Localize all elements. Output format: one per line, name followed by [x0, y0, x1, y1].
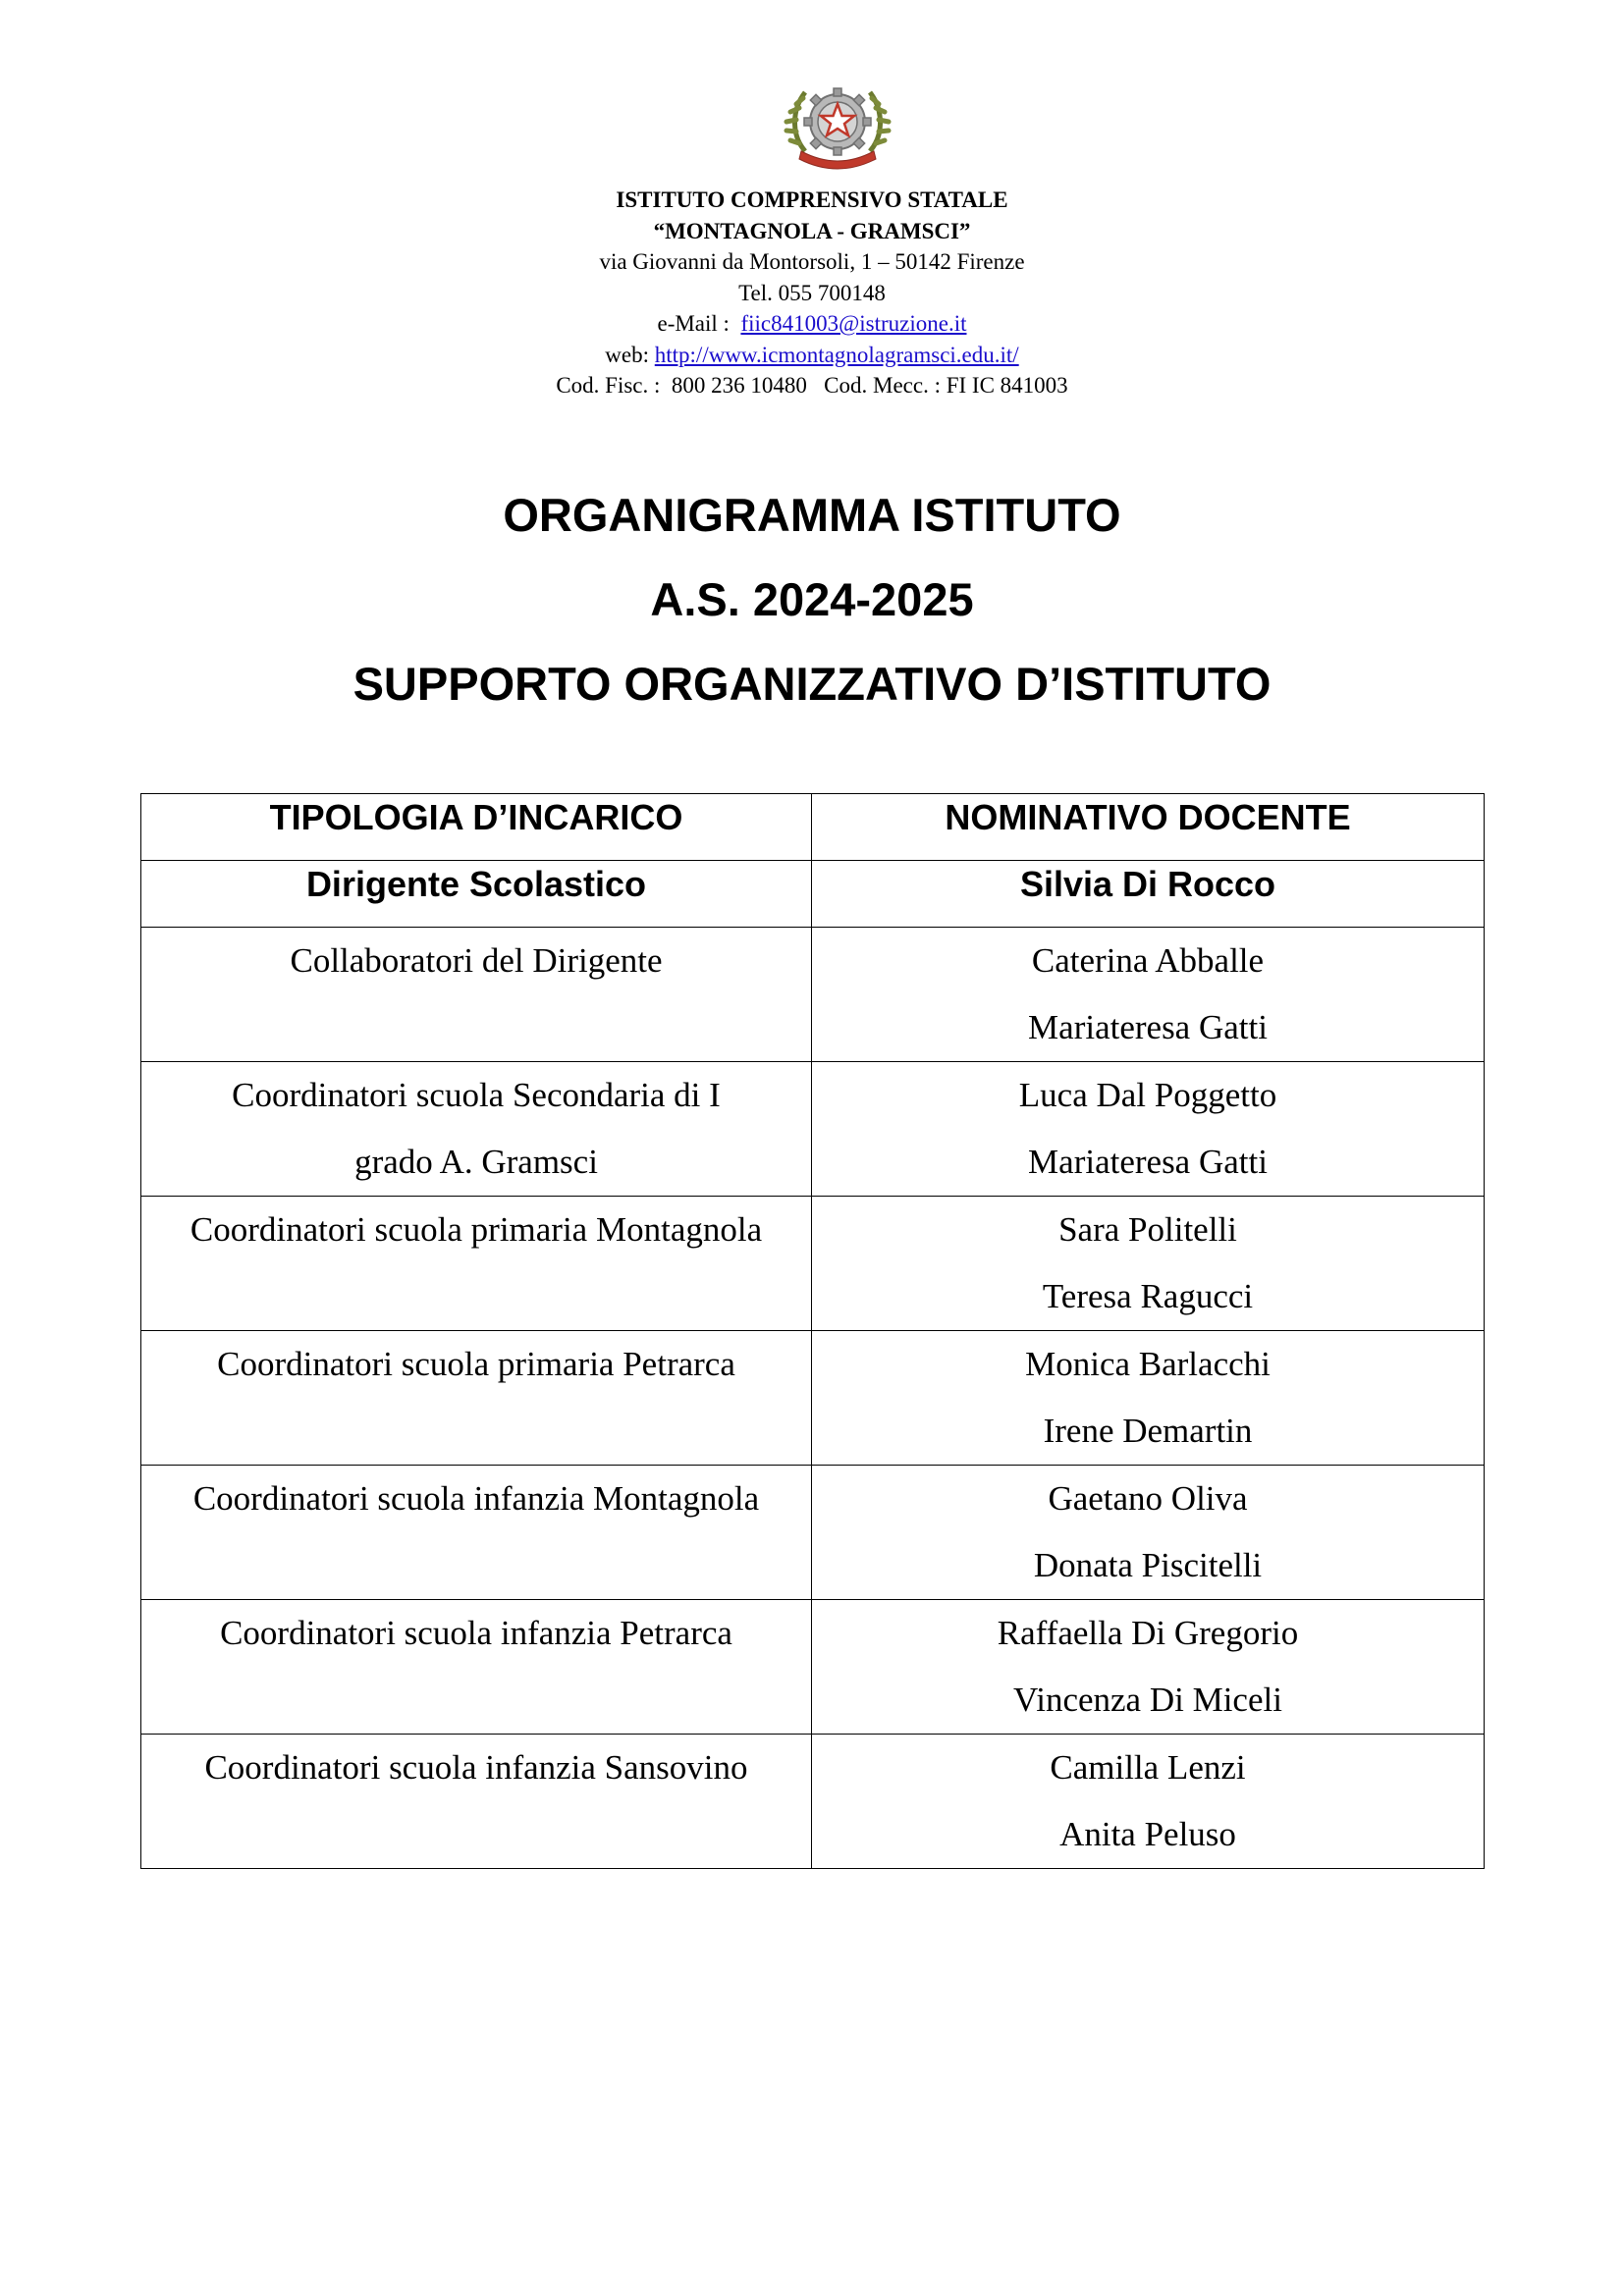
- teacher-name: Irene Demartin: [1043, 1412, 1253, 1450]
- school-codes: Cod. Fisc. : 800 236 10480 Cod. Mecc. : FI IC 841003: [556, 373, 1068, 398]
- teacher-name: Mariateresa Gatti: [1028, 1008, 1268, 1046]
- name-cell: [812, 1600, 1485, 1735]
- role-line: Coordinatori scuola infanzia Montagnola: [192, 1479, 760, 1518]
- table-row: [141, 1735, 1485, 1869]
- name-cell: [812, 1735, 1485, 1869]
- role-cell: [141, 1062, 812, 1197]
- table-row-dirigente: [141, 861, 1485, 928]
- name-cell: [812, 1466, 1485, 1600]
- role-line: Coordinatori scuola primaria Montagnola: [189, 1210, 763, 1249]
- organigramma-table: [140, 793, 1485, 1869]
- name-cell: [812, 1062, 1485, 1197]
- teacher-name: Gaetano Oliva: [1048, 1479, 1248, 1518]
- name-cell: [812, 1197, 1485, 1331]
- table-row: [141, 1600, 1485, 1735]
- role-cell: [141, 1600, 812, 1735]
- school-email-line: [0, 308, 1624, 340]
- role-line: Coordinatori scuola infanzia Petrarca: [220, 1614, 732, 1652]
- document-titles: [0, 483, 1624, 736]
- teacher-name: Raffaella Di Gregorio: [997, 1614, 1299, 1652]
- table-row: [141, 1331, 1485, 1466]
- table-header-row: [141, 794, 1485, 861]
- role-line: grado A. Gramsci: [354, 1143, 598, 1181]
- role-line: Coordinatori scuola infanzia Sansovino: [204, 1748, 748, 1787]
- table-row: [141, 928, 1485, 1062]
- teacher-name: Caterina Abballe: [1031, 941, 1265, 980]
- website-link[interactable]: http://www.icmontagnolagramsci.edu.it/: [654, 342, 1019, 367]
- column-header-role: TIPOLOGIA D’INCARICO: [141, 794, 812, 861]
- teacher-name: Teresa Ragucci: [1042, 1277, 1254, 1315]
- role-cell: [141, 1197, 812, 1331]
- school-name: “MONTAGNOLA - GRAMSCI”: [653, 218, 971, 243]
- role-cell: Dirigente Scolastico: [141, 861, 812, 928]
- column-header-name: NOMINATIVO DOCENTE: [812, 794, 1485, 861]
- teacher-name: Luca Dal Poggetto: [1018, 1076, 1277, 1114]
- email-link[interactable]: fiic841003@istruzione.it: [740, 311, 967, 336]
- teacher-name: Camilla Lenzi: [1050, 1748, 1246, 1787]
- name-cell: Silvia Di Rocco: [812, 861, 1485, 928]
- repubblica-italiana-emblem-icon: [784, 75, 892, 173]
- role-cell: [141, 1735, 812, 1869]
- table-row: [141, 1062, 1485, 1197]
- school-address: via Giovanni da Montorsoli, 1 – 50142 Firenze: [599, 249, 1025, 274]
- table-row: [141, 1197, 1485, 1331]
- teacher-name: Donata Piscitelli: [1033, 1546, 1263, 1584]
- web-label: web:: [605, 342, 650, 367]
- school-type: ISTITUTO COMPRENSIVO STATALE: [616, 187, 1008, 212]
- school-phone: Tel. 055 700148: [738, 280, 886, 305]
- title-organigramma: ORGANIGRAMMA ISTITUTO: [503, 489, 1121, 541]
- email-label: e-Mail :: [657, 311, 730, 336]
- teacher-name: Mariateresa Gatti: [1028, 1143, 1268, 1181]
- title-supporto: SUPPORTO ORGANIZZATIVO D’ISTITUTO: [352, 658, 1272, 710]
- role-line: Coordinatori scuola Secondaria di I: [232, 1076, 721, 1114]
- school-web-line: [0, 340, 1624, 371]
- role-cell: [141, 1331, 812, 1466]
- role-line: Collaboratori del Dirigente: [290, 941, 663, 980]
- name-cell: [812, 928, 1485, 1062]
- school-header: [0, 185, 1624, 401]
- role-line: Coordinatori scuola primaria Petrarca: [217, 1345, 735, 1383]
- title-school-year: A.S. 2024-2025: [650, 573, 974, 625]
- table-row: [141, 1466, 1485, 1600]
- role-cell: [141, 1466, 812, 1600]
- role-cell: [141, 928, 812, 1062]
- teacher-name: Sara Politelli: [1058, 1210, 1237, 1249]
- name-cell: [812, 1331, 1485, 1466]
- teacher-name: Anita Peluso: [1059, 1815, 1236, 1853]
- teacher-name: Vincenza Di Miceli: [1013, 1681, 1282, 1719]
- teacher-name: Monica Barlacchi: [1025, 1345, 1271, 1383]
